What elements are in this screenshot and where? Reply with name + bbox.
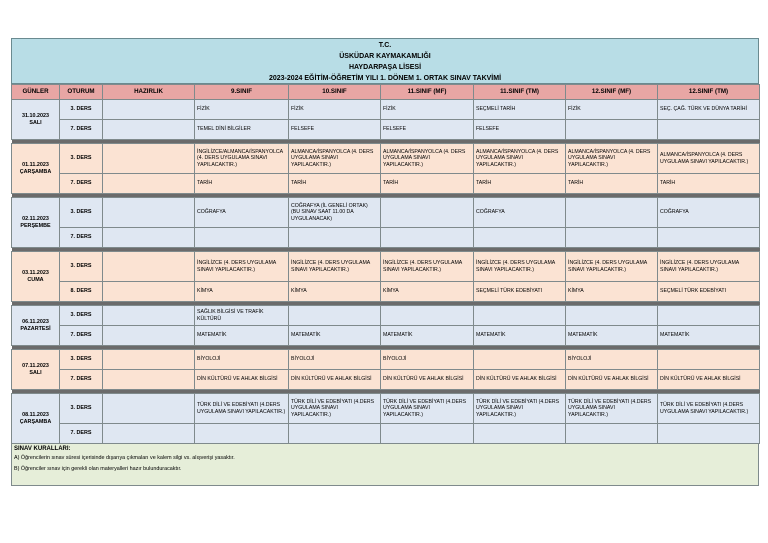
column-header: 12.SINIF (MF) [566,85,658,100]
exam-cell [658,350,760,370]
exam-cell: TEMEL DİNİ BİLGİLER [195,120,289,140]
exam-cell: TARİH [658,174,760,194]
exam-cell: MATEMATİK [566,326,658,346]
exam-cell: SEÇMELİ TÜRK EDEBİYATI [474,282,566,302]
session-cell: 3. DERS [60,198,103,228]
exam-cell: BİYOLOJİ [566,350,658,370]
preparation-cell [103,198,195,228]
table-row [12,174,760,194]
exam-cell [289,228,381,248]
day-weekday: ÇARŞAMBA [19,418,52,425]
day-weekday: PAZARTESİ [20,325,51,332]
exam-schedule-sheet [11,38,759,486]
exam-cell [474,306,566,326]
exam-cell: ALMANCA/İSPANYOLCA (4. DERS UYGULAMA SINAVI YAPILACAKTIR.) [474,144,566,174]
exam-cell: TÜRK DİLİ VE EDEBİYATI (4.DERS UYGULAMA SINAVI YAPILACAKTIR.) [289,394,381,424]
preparation-cell [103,282,195,302]
table-row [12,144,760,174]
day-date: 03.11.2023 [22,270,49,277]
day-cell [12,252,60,302]
exam-cell: BİYOLOJİ [289,350,381,370]
preparation-cell [103,100,195,120]
session-cell: 7. DERS [60,228,103,248]
day-weekday: SALI [29,369,42,376]
exam-cell [566,228,658,248]
exam-cell: ALMANCA/İSPANYOLCA (4. DERS UYGULAMA SINAVI YAPILACAKTIR.) [289,144,381,174]
column-header: HAZIRLIK [103,85,195,100]
table-row [12,370,760,390]
table-row [12,198,760,228]
table-row [12,100,760,120]
exam-cell [381,228,474,248]
column-header: 12.SINIF (TM) [658,85,760,100]
schedule-body [12,85,760,444]
rule-item-a: A) Öğrencilerin sınav süresi içerisinde dışarıya çıkmaları ve kalem silgi vs. alışverişi yasaktır. [14,455,235,461]
exam-cell: İNGİLİZCE (4. DERS UYGULAMA SINAVI YAPILACAKTIR.) [566,252,658,282]
exam-cell: BİYOLOJİ [195,350,289,370]
exam-cell [658,306,760,326]
exam-cell: FELSEFE [381,120,474,140]
session-cell: 7. DERS [60,174,103,194]
column-header: 11.SINIF (TM) [474,85,566,100]
preparation-cell [103,228,195,248]
column-header: 10.SINIF [289,85,381,100]
header-line-4: 2023-2024 EĞİTİM-ÖĞRETİM YILI 1. DÖNEM 1. ORTAK SINAV TAKVİMİ [268,75,502,82]
exam-cell [658,120,760,140]
rule-item-b: B) Öğrenciler sınav için gerekli olan materyalleri hazır bulunduracaktır. [14,466,182,472]
exam-cell [566,306,658,326]
exam-cell: MATEMATİK [658,326,760,346]
exam-cell: TÜRK DİLİ VE EDEBİYATI (4.DERS UYGULAMA SINAVI YAPILACAKTIR.) [474,394,566,424]
exam-cell: BİYOLOJİ [381,350,474,370]
exam-cell: FİZİK [289,100,381,120]
exam-cell: FİZİK [566,100,658,120]
exam-cell: TARİH [195,174,289,194]
exam-cell [658,424,760,444]
table-row [12,350,760,370]
exam-cell: KİMYA [195,282,289,302]
exam-cell [566,198,658,228]
preparation-cell [103,394,195,424]
exam-cell: COĞRAFYA [195,198,289,228]
exam-cell: DİN KÜLTÜRÜ VE AHLAK BİLGİSİ [566,370,658,390]
exam-cell: İNGİLİZCE (4. DERS UYGULAMA SINAVI YAPILACAKTIR.) [658,252,760,282]
exam-cell: FİZİK [195,100,289,120]
header-line-3: HAYDARPAŞA LİSESİ [348,64,422,71]
exam-cell: SEÇMELİ TÜRK EDEBİYATI [658,282,760,302]
day-weekday: ÇARŞAMBA [19,168,52,175]
preparation-cell [103,326,195,346]
exam-cell: İNGİLİZCE (4. DERS UYGULAMA SINAVI YAPILACAKTIR.) [289,252,381,282]
exam-cell: FELSEFE [289,120,381,140]
exam-cell [381,424,474,444]
exam-cell [381,198,474,228]
day-date: 02.11.2023 [22,216,49,223]
exam-cell: İNGİLİZCE/ALMANCA/İSPANYOLCA (4. DERS UYGULAMA SINAVI YAPILACAKTIR.) [195,144,289,174]
rules-title: SINAV KURALLARI: [14,446,71,452]
table-row [12,394,760,424]
exam-cell: DİN KÜLTÜRÜ VE AHLAK BİLGİSİ [658,370,760,390]
day-weekday: SALI [29,119,42,126]
exam-cell: DİN KÜLTÜRÜ VE AHLAK BİLGİSİ [195,370,289,390]
exam-cell: SEÇMELİ TARİH [474,100,566,120]
preparation-cell [103,306,195,326]
exam-cell: COĞRAFYA (İL GENELİ ORTAK) (BU SINAV SAAT 11.00 DA UYGULANACAK) [289,198,381,228]
header-line-2: ÜSKÜDAR KAYMAKAMLIĞI [339,53,431,60]
exam-cell: MATEMATİK [195,326,289,346]
day-cell [12,394,60,444]
session-cell: 3. DERS [60,100,103,120]
exam-cell [289,306,381,326]
exam-cell: KİMYA [566,282,658,302]
preparation-cell [103,252,195,282]
exam-cell [474,228,566,248]
header-line-1: T.C. [378,42,392,49]
exam-cell: COĞRAFYA [658,198,760,228]
exam-cell: TARİH [381,174,474,194]
exam-cell [195,424,289,444]
session-cell: 7. DERS [60,120,103,140]
preparation-cell [103,370,195,390]
table-row [12,120,760,140]
day-cell [12,198,60,248]
preparation-cell [103,120,195,140]
column-header: GÜNLER [12,85,60,100]
session-cell: 7. DERS [60,424,103,444]
exam-cell: TÜRK DİLİ VE EDEBİYATI (4.DERS UYGULAMA SINAVI YAPILACAKTIR.) [195,394,289,424]
exam-cell: TARİH [474,174,566,194]
session-cell: 8. DERS [60,282,103,302]
day-date: 31.10.2023 [22,113,49,120]
exam-cell [566,120,658,140]
exam-cell: ALMANCA/İSPANYOLCA (4. DERS UYGULAMA SINAVI YAPILACAKTIR.) [658,144,760,174]
table-row [12,282,760,302]
exam-cell: KİMYA [289,282,381,302]
exam-cell: TÜRK DİLİ VE EDEBİYATI (4.DERS UYGULAMA SINAVI YAPILACAKTIR.) [381,394,474,424]
exam-cell [474,350,566,370]
exam-cell: DİN KÜLTÜRÜ VE AHLAK BİLGİSİ [381,370,474,390]
exam-cell: İNGİLİZCE (4. DERS UYGULAMA SINAVI YAPILACAKTIR.) [381,252,474,282]
day-weekday: PERŞEMBE [20,222,51,229]
exam-cell: KİMYA [381,282,474,302]
exam-cell [658,228,760,248]
exam-rules [11,444,759,486]
preparation-cell [103,174,195,194]
exam-cell: ALMANCA/İSPANYOLCA (4. DERS UYGULAMA SINAVI YAPILACAKTIR.) [381,144,474,174]
exam-cell: TÜRK DİLİ VE EDEBİYATI (4.DERS UYGULAMA SINAVI YAPILACAKTIR.) [566,394,658,424]
day-weekday: CUMA [27,276,44,283]
table-row [12,306,760,326]
day-date: 06.11.2023 [22,319,49,326]
exam-cell: TARİH [566,174,658,194]
exam-cell: COĞRAFYA [474,198,566,228]
day-cell [12,144,60,194]
exam-cell [289,424,381,444]
day-date: 07.11.2023 [22,363,49,370]
column-header: 11.SINIF (MF) [381,85,474,100]
column-header: OTURUM [60,85,103,100]
table-row [12,228,760,248]
exam-cell: SEÇ. ÇAĞ. TÜRK VE DÜNYA TARİHİ [658,100,760,120]
column-header: 9.SINIF [195,85,289,100]
exam-cell: İNGİLİZCE (4. DERS UYGULAMA SINAVI YAPILACAKTIR.) [195,252,289,282]
session-cell: 7. DERS [60,326,103,346]
exam-cell: TÜRK DİLİ VE EDEBİYATI (4.DERS UYGULAMA SINAVI YAPILACAKTIR.) [658,394,760,424]
exam-cell: SAĞLIK BİLGİSİ VE TRAFİK KÜLTÜRÜ [195,306,289,326]
exam-cell: FELSEFE [474,120,566,140]
exam-cell: DİN KÜLTÜRÜ VE AHLAK BİLGİSİ [289,370,381,390]
exam-cell: FİZİK [381,100,474,120]
session-cell: 3. DERS [60,144,103,174]
exam-cell [381,306,474,326]
day-date: 01.11.2023 [22,162,49,169]
session-cell: 3. DERS [60,394,103,424]
exam-cell [195,228,289,248]
session-cell: 3. DERS [60,306,103,326]
table-row [12,424,760,444]
exam-cell: İNGİLİZCE (4. DERS UYGULAMA SINAVI YAPILACAKTIR.) [474,252,566,282]
day-cell [12,306,60,346]
exam-cell: MATEMATİK [381,326,474,346]
day-date: 08.11.2023 [22,412,49,419]
exam-cell [474,424,566,444]
session-cell: 3. DERS [60,350,103,370]
preparation-cell [103,350,195,370]
column-header-row [12,85,760,100]
preparation-cell [103,424,195,444]
session-cell: 7. DERS [60,370,103,390]
session-cell: 3. DERS [60,252,103,282]
day-cell [12,100,60,140]
table-row [12,326,760,346]
exam-cell: DİN KÜLTÜRÜ VE AHLAK BİLGİSİ [474,370,566,390]
exam-cell [566,424,658,444]
day-cell [12,350,60,390]
preparation-cell [103,144,195,174]
document-header [11,38,759,84]
exam-cell: TARİH [289,174,381,194]
exam-cell: MATEMATİK [289,326,381,346]
table-row [12,252,760,282]
schedule-table [11,84,760,444]
exam-cell: ALMANCA/İSPANYOLCA (4. DERS UYGULAMA SINAVI YAPILACAKTIR.) [566,144,658,174]
exam-cell: MATEMATİK [474,326,566,346]
